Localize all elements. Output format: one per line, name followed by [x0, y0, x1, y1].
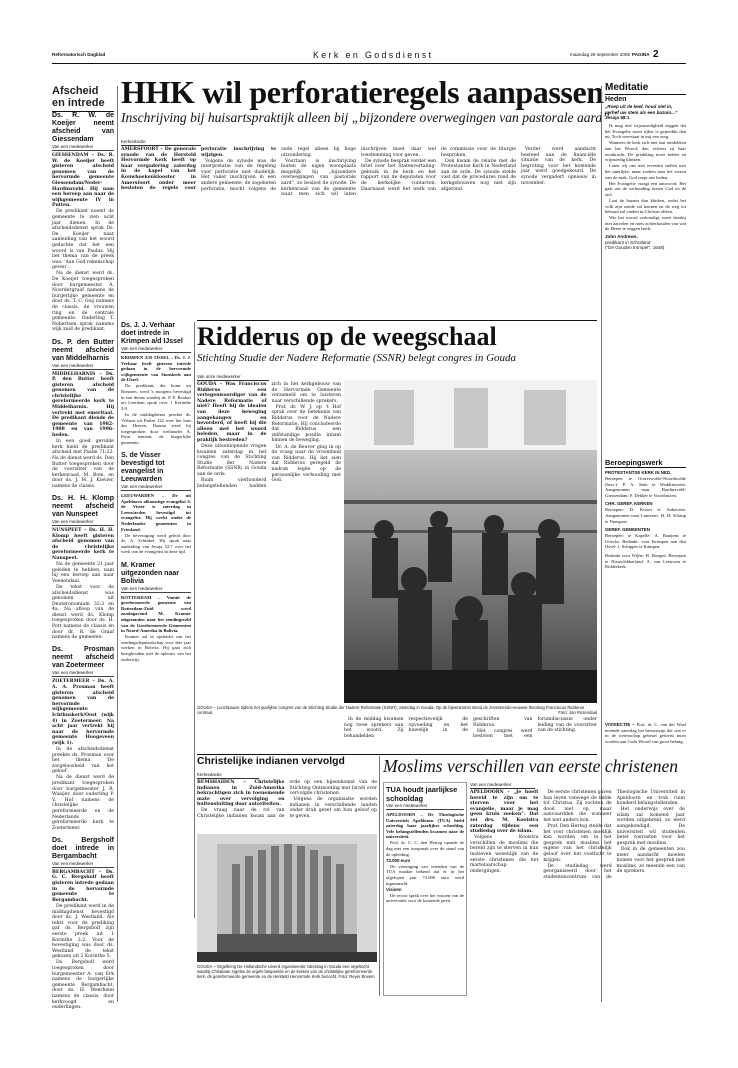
tua-byline: Van een medewerker [386, 803, 464, 810]
beroepingswerk-group-name: GEREF. GEMEENTEN [605, 527, 650, 533]
sidebar-item-paragraph: GIESSENDAM – Ds. R. W. de Koeijer heeft gisteren afscheid genomen van de hervormde gemeente Giessendam/Neder-Hardinxveld. Hij nam een beroep aan naar de wijkgemeente IV in Putten. [52, 153, 114, 209]
issue-date: maandag 26 september 2005 [570, 52, 631, 57]
sidebar-title-line2: en intrede [52, 97, 114, 112]
sidebar-item-headline: Ds. H. H. Klomp neemt afscheid van Nunspeet [52, 494, 114, 518]
organ-photo-image [197, 834, 377, 962]
ssnr-body [197, 382, 341, 704]
section-name: Kerk en Godsdienst [313, 50, 434, 60]
paragraph: Prof. Den Hertog stelde dat het voor christenen moeilijk kan worden om in het gesprek met moslims het eigene van het christelijk geloof over het voetlicht te krijgen. [543, 824, 612, 863]
ssnr-kicker: Van onze medewerker [197, 374, 269, 381]
lead-subhead: Inschrijving bij huisartspraktijk alleen bij „bijzondere overwegingen van pastorale aard” [121, 110, 610, 125]
paragraph: BEMSHAIDEN – Christelijke indianen in Zuid-Amerika bekrachtigen zich in toenemende mate over vervolging en buitensluiting door autoriteiten. [197, 780, 285, 808]
paragraph: De bevestiging werd geleid door ds. A. Schinkel. Hij sprak naar aanleiding van Jesaja 52:7 over het werk van de evangelist in deze tijd. [121, 532, 191, 555]
sidebar-item-paragraph: In een goed gevulde kerk hield de predikant afscheid met Psalm 71:22. Na de dienst werd ds. Den Butter toegesproken door de voorzitter van de kerkenraad, M. Bom, en door ds. J. M. J. Kievier, namens de classis. [52, 439, 114, 489]
ssnr-top-rule [197, 320, 597, 321]
sidebar-item-paragraph: MIDDELHARNIS – Ds. P. den Butter heeft gisteren afscheid genomen van de christelijke gereformeerde kerk te Middelharnis. Hij vertrekt met emeritaat. De predikant diende de gemeente van 1982-1988 en van 1996-heden. [52, 371, 114, 439]
verhaar-headline: Ds. J. J. Verhaar doet intrede in Krimpen a/d IJssel [121, 322, 183, 345]
beroepingswerk-group-text: Beroepen: D. Kroon te Ankeveen. Aangenomen naar Lunteren: H. H. Klomp te Nunspeet. [605, 507, 686, 524]
sidebar-item-paragraph: BERGAMBACHT – Ds. G. C. Bergsholf heeft gisteren intrede gedaan in de hervormde gemeente te Bergambacht. [52, 869, 114, 903]
paragraph: Laten wij ons niet tevreden stellen met het uiterlijke, maar zoeken naar het wezen van de zaak. God roept ons heden. [605, 163, 686, 180]
paragraph: Ook in de gemeenten zou meer aandacht moeten komen voor het gesprek met moslims, zo meende een van de sprekers. [616, 846, 685, 875]
paragraph: Volgens de synode was de interpretatie van de regeling voor perforatie niet duidelijk. Het vaker inschrijven in een andere gemeente, de zogeheten perforatie, mocht volgens de oude regel alleen bij hoge uitzondering. [201, 147, 356, 192]
kramer-headline: M. Kramer uitgezonden naar Bolivia [121, 561, 179, 585]
tua-headline: TUA houdt jaarlijkse schooldag [386, 785, 458, 803]
verhaar-body [121, 355, 191, 446]
paragraph: Ruim vierhonderd belangstellenden hadden zich in het kerkgebouw van de Hervormde Gemeente verzameld om te luisteren naar verschillende sprekers. [197, 382, 341, 489]
paragraph: De synode besprak verder een brief over het Statenvertaling-gebruik in de kerk en het rapport van de deputaten voor de kerkelijke contacten. Daarnaast werd het werk van de commissie voor de liturgie besproken. [361, 147, 516, 192]
sidebar-item-paragraph: In de afscheidsdienst preekte ds. Prosman over het thema 'De zorgeloosheid van het geloof'. [52, 746, 114, 775]
ssnr-body-continued [344, 717, 597, 753]
beroepingswerk-group-name: CHR. GEREF. KERKEN [605, 501, 653, 507]
paragraph: De eerste christenen gaven hun leven vanwege de liefde tot Christus. Zij zochten de dood niet op, maar aanvaardden die wanneer het niet anders kon. [543, 790, 612, 823]
paragraph: LEEUWARDEN – De uit Apeldoorn afkomstige evangelist S. de Visser is zaterdag in Leeuwarden bevestigd tot evangelist. Hij werkt onder de Nederlandse gemeenten in Friesland. [121, 493, 191, 532]
sidebar-item-paragraph: Na de dienst werd ds. De Koeijer toegesproken door burgemeester A. Noordergraaf namens de burgerlijke gemeente en door ds. T. C. Goij namens de classis, de vrouwen ring en de centrale gemeente. Ouderling T. Nobertsen sprak namens wijk zuid de predikant. [52, 271, 114, 333]
kramer-byline: Van een medewerker [121, 586, 191, 593]
sidebar-title [52, 86, 114, 112]
sidebar-item-paragraph: Na de dienst werd de predikant toegesproken door burgemeester J. R. Waaijer, door ouderling P. V. Hof namens de christelijke gereformeerde en de Nederlands gereformeerde kerk te Zoetermeer. [52, 775, 114, 831]
paragraph: AMERSFOORT – De generale synode van de Hersteld Hervormde Kerk heeft op haar vergadering zaterdag in de kapel van het Kouwhoekenklooster in Amersfoort onder meer besloten de regels voor perforatie inschrijving te wijzigen. [121, 147, 276, 192]
paragraph: Het onderwijs over de islam zal komend jaar worden uitgebreid, zo werd aangekondigd. De universiteit wil studenten beter toerusten voor het gesprek met moslims. [616, 807, 685, 846]
sidebar-column [52, 112, 114, 1011]
congress-photo-image [344, 380, 597, 703]
meditatie-title: Heden [605, 96, 627, 103]
lead-body [121, 147, 596, 319]
paragraph: Kramer zal in opdracht van het zendingsdeputaatschap voor drie jaar werken in Bolivia. Hij gaat zich bezighouden met de opbouw van het onderwijs. [121, 634, 191, 662]
paragraph: Deze uiteenlopende vragen kwamen zaterdag in het congres van de Stichting Studie der Nadere Reformatie (SSNR) in Gouda aan de orde. [197, 444, 267, 477]
sidebar-item-paragraph: De predikant noemt de gemeente te zien acht jaar dienen. In de afscheidsdienst sprak Ds. De Koeijer naar aanleiding van het woord gedachte dat het een woord is van Paulus. Hij liet thema van de preek was: 'Aan God rekenschap geven'. [52, 209, 114, 271]
lead-kicker: Kerkredactie [121, 139, 201, 146]
verhaar-byline: Van een medewerker [121, 346, 191, 353]
india-divider [379, 756, 380, 996]
paragraph: In de middagdienst preekte ds. Verhaar uit Psalm 122 over het huis des Heeren. Daarna werd hij toegesproken door wethouder A. Prins namens de burgerlijke gemeente. [121, 411, 191, 445]
paragraph: GOUDA – Was Franciscus Ridderus een vertegenwoordiger van de Nadere Reformatie of niet? Heeft hij de idealen van deze beweging aangehangen en bevorderd, of heeft hij die alleen met het woord beleden, maar in de praktijk bestreden? [197, 382, 267, 443]
sidebar-item-byline: Van een medewerker [52, 363, 114, 370]
paragraph: Het congres werd besloten met een forumdiscussie onder leiding van de voorzitter van de stichting. [473, 717, 597, 740]
beroepingswerk-list [605, 470, 686, 570]
sidebar-item-paragraph: De predikant werd in de middagdienst bevestigd door ds. J. Westland. Als tekst voor de prediking gaf ds. Bergsholf zijn eerste preek uit 1 Korinthe 2:2. Voor de bevestiging was door ds. Westland de tekst gekozen uit 2 Korinthe 5. [52, 903, 114, 960]
beroepingswerk-group-text: Bedankt voor Wijhe: H. Hoegen. Beroepen te Nieuwlekkerland: A. van Leeuwen te Ridderkerk. [605, 552, 686, 570]
paragraph: APELDOORN – De Theologische Universiteit Apeldoorn (TUA) hield zaterdag haar jaarlijkse schooldag. Vele belangstellenden kwamen naar de universiteit. [386, 812, 464, 840]
sidebar-item-paragraph: De tekst voor de afscheidsdienst was genomen uit Deuteronomium 32:3 en 4a. Na afloop van de dienst werd ds. Klomp toegesproken door ds. H. Pott namens de classis en door dr. R. de Graaf namens de gemeente. [52, 584, 114, 641]
kramer-body [121, 595, 191, 663]
sidebar-item-headline: Ds. Bergsholf doet intrede in Bergambacht [52, 836, 114, 860]
ssnr-subhead: Stichting Studie der Nadere Reformatie (SSNR) belegt congres in Gouda [197, 352, 517, 364]
visser-body [121, 493, 191, 555]
masthead-rule [52, 63, 686, 64]
sidebar-item-byline: Van een medewerker [52, 144, 114, 151]
paragraph: Wanneer de kerk zich niet laat ontdekken aan het Woord, dan verliest zij haar zoutkracht. De prediking moet helder en vrijmoedig klinken. [605, 140, 686, 163]
paragraph: Het Evangelie vraagt een antwoord. Het gaat om de verhouding tussen God en de ziel. [605, 180, 686, 197]
meditatie-quote: „Roep uit de keel, houd niet in, verhef uw stem als een bazuin...” [605, 104, 678, 115]
paragraph: Ik mag niet wijsmoedigheid zeggen dat het Evangelie nooit rijker is gepredikt dan nu. Toch weerstaat in mij een zorg. [605, 123, 686, 140]
meditatie-author: John Andrews, [605, 233, 638, 239]
paragraph: De vraag naar de rol van Christelijke indianen kwam aan de orde op een bijeenkomst van de Stichting Ontmoeting met Israël over vervolgde christenen. [197, 780, 377, 820]
sidebar-item-headline: Ds. R. W. de Koeijer neemt afscheid van Giessendam [52, 112, 114, 143]
sidebar-item-paragraph: Ds. Bergsholf werd toegesproken door burgemeester A. van Erk namens de burgerlijke gemeente Bergambacht, door ds. H. Weerheim namens de classis, door kerkvoogd en ouderlingen. [52, 960, 114, 1011]
paragraph: Prof. dr. W. J. op 't Hof sprak over de betekenis van Ridderus voor de Nadere Reformatie. Hij concludeerde dat Ridderus een zelfstandige positie innam binnen de beweging. [271, 404, 341, 444]
beroepingswerk-group-text: Beroepen: te Kapelle: A. Baaijens te Utrecht. Bedankt: voor Krimpen aan den IJssel: J. Schipper te Kampen. [605, 533, 686, 550]
beroepingswerk-group-name: PROTESTANTSE KERK IN NED. [605, 470, 672, 475]
masthead [0, 50, 738, 62]
india-headline: Christelijke indianen vervolgd [197, 756, 345, 767]
tua-sub2: Visioen [386, 886, 402, 892]
congress-caption-text: GOUDA – Lunchpauze tijdens het jaarlijkse congres van de Stichting Studie der Nadere Reformatie (SSNR), zaterdag in Gouda. Op de bijeenkomst stond de zeventiende-eeuwse theoloog Franciscus Ridderus centraal. [197, 705, 585, 715]
sidebar-title-line1: Afscheid [52, 85, 99, 97]
paragraph: De studiedag werd georganiseerd door het studentencentrum van de Theologische Universiteit in Apeldoorn en trok ruim honderd belangstellenden. [543, 790, 685, 880]
paragraph: Prof. dr. C. C. den Hertog opende de dag met een toespraak over de stand van de opleiding. [386, 840, 464, 857]
vivisectie-text: Prof. dr. C. van der Waal noemde zaterdag het bewustzijn dat wat er in de wetenschap gebeurt getoetst moet worden aan Gods Woord van groot belang. [605, 722, 686, 744]
organ-photo-credit: Foto: Reyer Boxem [338, 974, 375, 979]
organ-photo [197, 834, 377, 962]
sidebar-item-headline: Ds. Prosman neemt afscheid van Zoetermeer [52, 646, 114, 670]
moslims-body [470, 790, 685, 996]
paragraph: Ook kwam de relatie met de Protestantse Kerk in Nederland aan de orde. De synode stelde vast dat de procedures rond de kerkgebouwen nog niet zijn afgerond. [441, 158, 516, 192]
paragraph: Dr. A. de Reuver ging in op de vraag naar de vroomheid van Ridderus. Hij liet zien dat Ridderus geregeld de nadruk legde op de persoonlijke verhouding met God. [271, 444, 341, 484]
verhaar-block [121, 322, 191, 918]
sidebar-item-paragraph: ZOETERMEER – Ds. A. A. A. Prosman heeft gisteren afscheid genomen van de hervormde wijkgemeente Ichthuskerk/Oost (wijk 4) in Zoetermeer. Na acht jaar vertrekt hij naar de hervormde gemeente Hoogeveen (wijk 1). [52, 679, 114, 746]
beroepingswerk-title: Beroepingswerk [605, 458, 686, 468]
congress-photo-caption [197, 705, 597, 715]
paragraph: ROTTERDAM – Vanuit de gereformeerde gemeente van Rotterdam-Zuid werd zondagavond M. Kramer uitgezonden naar het zendingsveld van de Gereformeerde Gemeenten in Noord-Amerika in Bolivia. [121, 594, 191, 634]
paragraph: KRIMPEN A/D IJSSEL – Ds. J. J. Verhaar heeft gisteren intrede gedaan in de hervormde wijkgemeente van Sionskerk aan de IJssel. [121, 355, 191, 383]
ssnr-headline: Ridderus op de weegschaal [197, 322, 497, 351]
visser-headline: S. de Visser bevestigd tot evangelist in Leeuwarden [121, 452, 165, 483]
paragraph: In de middag kwamen nog twee sprekers aan het woord. Zij behandelden respectievelijk de opvoeding en het huwelijk in de geschriften van Ridderus. [344, 717, 533, 739]
tua-sub1: 72.000 euro [386, 857, 411, 863]
meditatie-block [605, 96, 686, 438]
vivisectie-block [605, 722, 686, 782]
paragraph: Wie het woord verkondigt, moet daarbij niet aarzelen en niets achterhouden van wat de Heere te zeggen heeft. [605, 215, 686, 232]
congress-photo [344, 380, 597, 703]
sidebar-item-byline: Van een medewerker [52, 519, 114, 526]
lead-headline: HHK wil perforatieregels aanpassen [121, 74, 604, 110]
tua-box [383, 782, 467, 996]
beroepingswerk-block [605, 458, 686, 718]
publication-name: Reformatorisch Dagblad [52, 52, 106, 57]
visser-byline: Van een medewerker [121, 484, 191, 491]
congress-photo-credit: Foto: Jan Rozendaal [558, 710, 597, 715]
tua-sub2-text: De rector sprak over het visioen van de universiteit voor de komende jaren. [386, 892, 464, 904]
paragraph: Volgens Kooistra verschillen de moslims die bereid zijn te sterven in hun motieven wezenlijk van de eerste christenen die het martelaarschap ondergingen. [470, 835, 539, 874]
paragraph: Verder werd aandacht besteed aan de financiële situatie van de kerk. De begroting voor het komende jaar werd goedgekeurd. De synode vergadert opnieuw in november. [521, 147, 596, 186]
sidebar-item-byline: Van een medewerker [52, 861, 114, 868]
tua-body [386, 812, 464, 857]
page-number: 2 [653, 49, 659, 60]
meditatie-source: ("De Gouden trompet", 1648) [605, 245, 665, 251]
paragraph: Laat de bazuin dan klinken, zodat het volk zijn zonde zal kennen en de weg tot behoud zal vinden in Christus alleen. [605, 197, 686, 215]
vivisectie-label: VIVISECTIE – [605, 722, 635, 727]
moslims-headline: Moslims verschillen van eerste christenen [383, 756, 679, 776]
mid-divider [194, 322, 195, 918]
india-kicker: Kerkredactie [197, 772, 259, 779]
sidebar-item-headline: Ds. P. den Butter neemt afscheid van Middelharnis [52, 338, 114, 362]
paragraph: Volgens de organisatie worden indianen in verschillende landen onder druk gezet om hun geloof op te geven. [289, 797, 377, 820]
meditatie-author-role: predikant in Schotland [605, 239, 651, 245]
india-body [197, 780, 377, 832]
paragraph: De predikant, die komt uit Ronssen, werd 's morgens bevestigd in een dienst waarbij ds. P. P. Rooker uit Leerdam sprak over 1 Korinthe 3:9. [121, 383, 191, 411]
sidebar-divider [117, 86, 118, 1002]
tua-sub1-text: De vereniging van vrienden van de TUA maakte bekend dat er in het afgelopen jaar 72.000 euro werd ingezameld. [386, 863, 464, 886]
beroepingswerk-group-text: Beroepen te Oosterwolde-Noordwolde (herv.): P. A. Smit te Waddinxveen. Aangenomen naar Hardinxveld-Giessendam: F. Dekker te Voorthuizen. [605, 476, 686, 498]
meditatie-ref: Jesaja 58:1 [605, 115, 630, 121]
organ-photo-caption [197, 964, 377, 994]
sidebar-item-paragraph: NUNSPEET – Ds. H. H. Klomp heeft gisteren afscheid genomen van de christelijke gereformeerde kerk te Nunspeet. [52, 527, 114, 561]
paragraph: Voortaan is inschrijving buiten de eigen woonplaats mogelijk bij „bijzondere overwegingen van pastorale aard”, zo besloot de synode. De kerkenraad van de gemeente waar men zich wil laten inschrijven moet daar wel toestemming voor geven. [281, 147, 436, 198]
page-label: PAGINA [632, 52, 650, 57]
paragraph: APELDOORN – „Je hoeft bereid te zijn om te sterven voor het evangelie, maar je mag geen kruis zoeken”. Dat zei drs. M. Kooistra zaterdag tijdens een studiedag over de islam. [470, 790, 539, 835]
sidebar-item-paragraph: Na de gemeente 21 jaar geleden te hebben, nam hij een beroep aan naar Veenendaal. [52, 562, 114, 584]
moslims-kicker: Van een medewerker [470, 782, 535, 789]
india-top-rule [197, 754, 597, 755]
meditatie-label: Meditatie [605, 82, 686, 95]
meditatie-body [605, 123, 686, 232]
sidebar-item-byline: Van een medewerker [52, 670, 114, 677]
organ-caption-text: GOUDA – Orgelkring De Hollandsche Uiverd organiseerde zaterdag in Gouda een orgeltocht waarbij Christiaan Ingelse de orgels bespeelde en de kerken van de christelijke gereformeerde kerk, de gereformeerde gemeente en de Hersteld Hervormde Kerk bezocht. [197, 964, 373, 979]
